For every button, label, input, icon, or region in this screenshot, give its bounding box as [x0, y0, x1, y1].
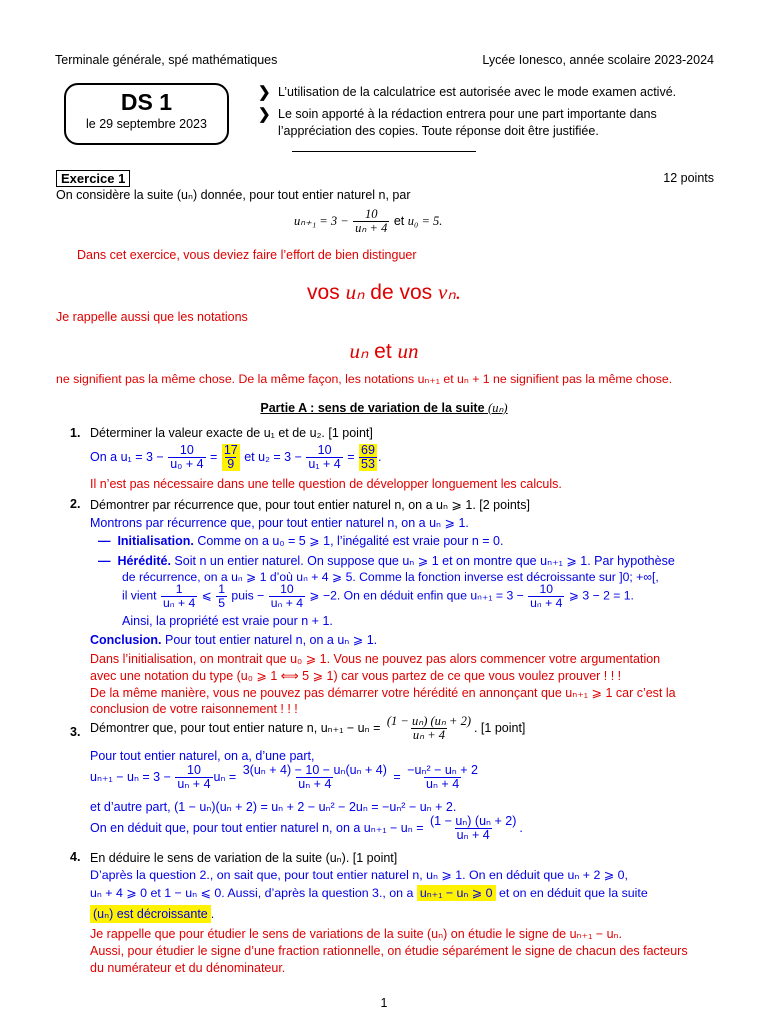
title: DS 1 [120, 89, 173, 115]
q2-conclusion: Conclusion. Pour tout entier naturel n, on a uₙ ⩾ 1. [90, 633, 378, 647]
part-a-title: Partie A : sens de variation de la suite (uₙ) [260, 401, 508, 415]
formula-fraction: $\frac{10}{\text{uₙ + 4}}$ [355, 207, 388, 236]
q1-result-u1: $\frac{17}{9}$ [223, 443, 238, 472]
q1-number: 1. [70, 426, 81, 440]
q4-line-2: uₙ + 4 ⩾ 0 et 1 − uₙ ⩽ 0. Aussi, d’après la question 3., on a uₙ₊₁ − uₙ ⩾ 0 et on en déduit que la suite [90, 886, 648, 900]
q2-remark-4: conclusion de votre raisonnement ! ! ! [90, 702, 298, 716]
header-left: Terminale générale, spé mathématiques [55, 53, 278, 67]
q3-line-1: Pour tout entier naturel, on a, d’une part, [90, 749, 315, 763]
chevron-right-icon: ❯ [258, 84, 271, 101]
title-date: le 29 septembre 2023 [86, 117, 207, 131]
instructions [258, 85, 718, 141]
formula-init: u₀ = 5. [407, 213, 443, 228]
q1-result-u2: $\frac{69}{53}$ [361, 443, 375, 472]
chevron-right-icon: ❯ [258, 106, 271, 123]
page-number: 1 [380, 996, 388, 1010]
intro-line: On considère la suite (uₙ) donnée, pour tout entier naturel n, par [56, 188, 411, 202]
q2-heredite: — Hérédité. Soit n un entier naturel. On suppose que uₙ ⩾ 1 et on montre que uₙ₊₁ ⩾ 1. Par hypothèse [98, 554, 675, 568]
remark-line-3: ne signifient pas la même chose. De la même façon, les notations uₙ₊₁ et uₙ + 1 ne signifient pas la même chose. [56, 372, 673, 386]
q4-highlight-sign: uₙ₊₁ − uₙ ⩾ 0 [417, 885, 496, 901]
q4-remark-2: Aussi, pour étudier le signe d’une fraction rationnelle, on étudie séparément le signe de chacun des facteurs [90, 944, 688, 958]
instruction-2: Le soin apporté à la rédaction entrera pour une part importante dans [278, 107, 657, 121]
q2-text: Démontrer par récurrence que, pour tout entier naturel n, on a uₙ ⩾ 1. [2 points] [90, 498, 531, 512]
q3-number: 3. [70, 725, 81, 739]
header-right: Lycée Ionesco, année scolaire 2023-2024 [482, 53, 714, 67]
q4-remark-1: Je rappelle que pour étudier le sens de variations de la suite (uₙ) on étudie le signe de uₙ₊₁ − uₙ. [90, 927, 622, 941]
instruction-3: l’appréciation des copies. Toute réponse doit être justifiée. [278, 124, 599, 138]
q1-note: Il n’est pas nécessaire dans une telle question de développer longuement les calculs. [90, 477, 562, 491]
q4-text: En déduire le sens de variation de la suite (uₙ). [1 point] [90, 851, 398, 865]
q2-line-1: Montrons par récurrence que, pour tout entier naturel n, on a uₙ ⩾ 1. [90, 516, 469, 530]
remark-line-1: Dans cet exercice, vous deviez faire l’effort de bien distinguer [77, 248, 417, 262]
remark-big-1: vos uₙ de vos vₙ. [307, 280, 461, 304]
formula-and: et [393, 213, 405, 228]
q1-text: Déterminer la valeur exacte de u₁ et de u₂. [1 point] [90, 426, 373, 440]
instruction-1: L’utilisation de la calculatrice est autorisée avec le mode examen activé. [278, 85, 677, 99]
q3-line-4: On en déduit que, pour tout entier naturel n, on a uₙ₊₁ − uₙ = $\frac{\text{(1 − uₙ) (uₙ + 2)}}{\text{uₙ + 4}}$ . [90, 814, 523, 843]
q4-highlight-conclusion: (uₙ) est décroissante [90, 905, 211, 923]
q2-heredite-2: de récurrence, on a uₙ ⩾ 1 d’où uₙ + 4 ⩾ 5. Comme la fonction inverse est décroissante sur ]0; +∞[, [122, 570, 659, 584]
q4-line-1: D’après la question 2., on sait que, pour tout entier naturel n, uₙ ⩾ 1. On en déduit que uₙ + 2 ⩾ 0, [90, 868, 628, 882]
q4-number: 4. [70, 850, 81, 864]
exercise-points: 12 points [663, 171, 714, 185]
q3-text: Démontrer que, pour tout entier nature n, uₙ₊₁ − uₙ = $\frac{\text{(1 − uₙ) (uₙ + 2)}}{\text{uₙ + 4}}$ . [1 point] [90, 714, 526, 743]
separator-rule [292, 151, 476, 152]
q2-initialisation: — Initialisation. Comme on a u₀ = 5 ⩾ 1, l’inégalité est vraie pour n = 0. [98, 534, 504, 548]
q2-remark-2: avec une notation du type (u₀ ⩾ 1 ⟺ 5 ⩾ 1) car vous partez de ce que vous voulez prouver ! ! ! [90, 669, 622, 683]
remark-big-2: uₙ et un [349, 339, 419, 363]
q4-line-3: (uₙ) est décroissante . [90, 906, 214, 921]
q2-heredite-3: il vient $\frac{1}{\text{uₙ + 4}}$ ⩽ $\frac{1}{5}$ puis − $\frac{10}{\text{uₙ + 4}}$ ⩾ −2. On en déduit enfin que uₙ₊₁ = 3 − $\frac{10}{\text{uₙ + 4}}$ ⩾ 3 − 2 = 1. [122, 582, 634, 610]
remark-line-2: Je rappelle aussi que les notations [56, 310, 248, 324]
q3-line-2: uₙ₊₁ − uₙ = 3 − $\frac{10}{\text{uₙ + 4}}$ uₙ = $\frac{\text{3(uₙ + 4) − 10 − uₙ(uₙ + 4)}}{\text{uₙ + 4}}$ = $\frac{\text{−uₙ² − uₙ + 2}}{\text{uₙ + 4}}$ [90, 763, 478, 792]
intro-formula [294, 208, 442, 235]
exercise-label: Exercice 1 [56, 170, 130, 187]
q2-remark-1: Dans l’initialisation, on montrait que u₀ ⩾ 1. Vous ne pouvez pas alors commencer votre argumentation [90, 652, 661, 666]
q3-line-3: et d’autre part, (1 − uₙ)(uₙ + 2) = uₙ + 2 − uₙ² − 2uₙ = −uₙ² − uₙ + 2. [90, 800, 457, 814]
q2-number: 2. [70, 497, 81, 511]
q1-answer: On a u₁ = 3 − $\frac{10}{\text{u₀ + 4}}$ = $\frac{17}{9}$ et u₂ = 3 − $\frac{10}{\text{u₁ + 4}}$ = $\frac{69}{53}$ . [90, 443, 382, 472]
title-box [64, 83, 229, 145]
q2-remark-3: De la même manière, vous ne pouvez pas démarrer votre hérédité en annonçant que uₙ₊₁ ⩾ 1 car c’est la [90, 686, 676, 700]
q2-heredite-4: Ainsi, la propriété est vraie pour n + 1. [122, 614, 333, 628]
q4-remark-3: du numérateur et du dénominateur. [90, 961, 286, 975]
formula-lhs: uₙ₊₁ = 3 − [294, 213, 349, 228]
